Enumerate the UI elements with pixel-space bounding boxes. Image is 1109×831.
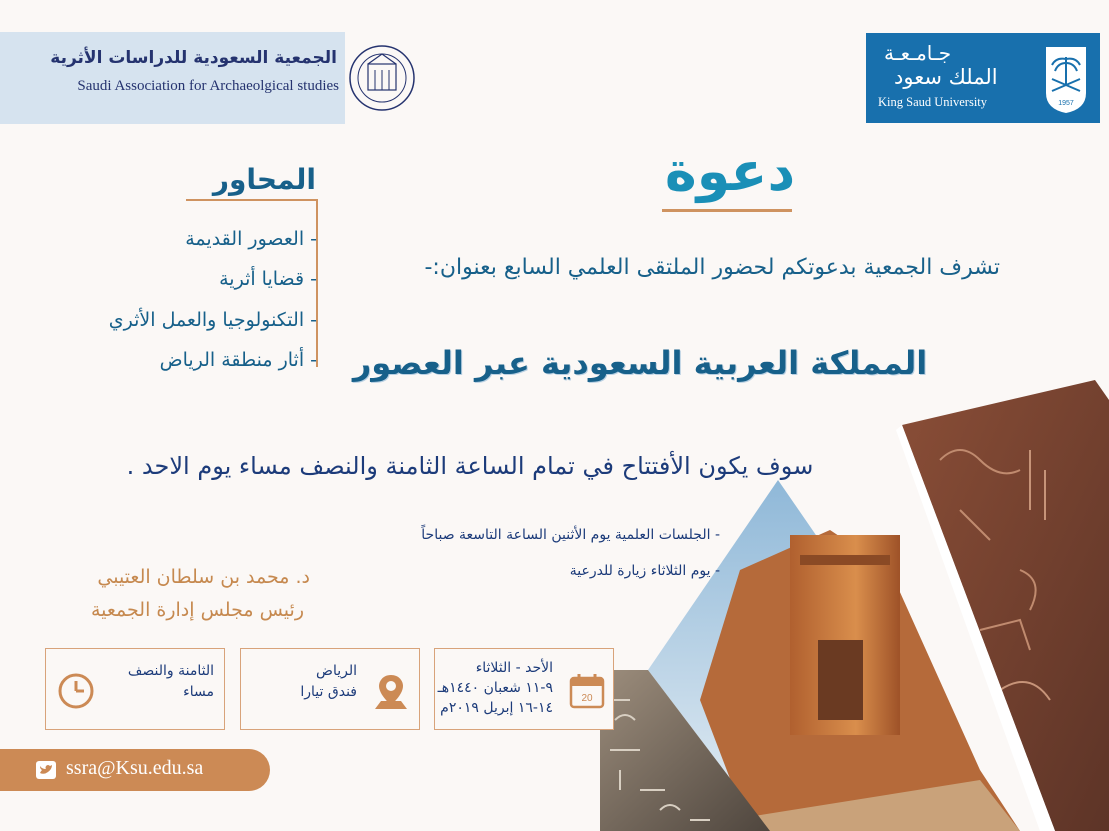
date-line1: الأحد - الثلاثاء — [475, 660, 553, 676]
axis-item: - التكنولوجيا والعمل الأثري — [108, 309, 317, 331]
place-line2: فندق تيارا — [300, 684, 357, 700]
date-text — [438, 658, 553, 718]
association-seal-icon — [348, 34, 416, 122]
axis-item: - العصور القديمة — [185, 228, 317, 250]
axes-divider — [186, 199, 318, 201]
date-box — [434, 648, 614, 730]
schedule-note: - الجلسات العلمية يوم الأثنين الساعة التاسعة صباحاً — [421, 527, 720, 543]
ksu-name-ar-line2: الملك سعود — [894, 65, 998, 89]
palm-swords-emblem-icon — [1040, 43, 1092, 115]
axes-title: المحاور — [212, 163, 316, 196]
calendar-icon — [567, 671, 607, 711]
emblem-year: 1957 — [1058, 100, 1074, 107]
date-line2: ٩-١١ شعبان ١٤٤٠هـ — [437, 680, 553, 696]
association-banner — [0, 32, 345, 124]
ksu-name-ar-line1: جـامـعـة — [884, 41, 952, 65]
axis-item: - قضايا أثرية — [219, 268, 317, 290]
date-line3: ١٤-١٦ إبريل ٢٠١٩م — [440, 700, 553, 716]
opening-time-text: سوف يكون الأفتتاح في تمام الساعة الثامنة والنصف مساء يوم الاحد . — [126, 452, 814, 480]
signatory-name: د. محمد بن سلطان العتيبي — [97, 566, 310, 588]
time-line1: الثامنة والنصف — [127, 663, 214, 679]
time-box — [45, 648, 225, 730]
association-name-en: Saudi Association for Archaeolgical studies — [77, 78, 339, 94]
axis-item: - أثار منطقة الرياض — [159, 349, 317, 371]
time-line2: مساء — [183, 684, 214, 700]
contact-bar — [0, 749, 270, 791]
association-name-ar: الجمعية السعودية للدراسات الأثرية — [50, 48, 337, 68]
time-text — [128, 661, 214, 703]
location-box — [240, 648, 420, 730]
location-text — [300, 661, 357, 703]
contact-email[interactable]: ssra@Ksu.edu.sa — [66, 757, 204, 779]
ksu-name-en: King Saud University — [878, 95, 988, 109]
archaeology-photos — [600, 370, 1109, 831]
schedule-note: - يوم الثلاثاء زيارة للدرعية — [569, 563, 720, 579]
event-title: المملكة العربية السعودية عبر العصور — [352, 344, 928, 382]
map-pin-icon — [371, 671, 411, 711]
place-line1: الرياض — [316, 663, 357, 679]
calendar-day: 20 — [581, 693, 593, 704]
ksu-logo — [866, 33, 1100, 123]
title-underline — [662, 209, 792, 212]
twitter-icon[interactable] — [36, 761, 56, 779]
invitation-intro: تشرف الجمعية بدعوتكم لحضور الملتقى العلمي السابع بعنوان:- — [424, 255, 1000, 280]
invitation-title: دعوة — [664, 140, 796, 203]
signatory-title: رئيس مجلس إدارة الجمعية — [90, 599, 304, 621]
clock-icon — [56, 671, 96, 711]
